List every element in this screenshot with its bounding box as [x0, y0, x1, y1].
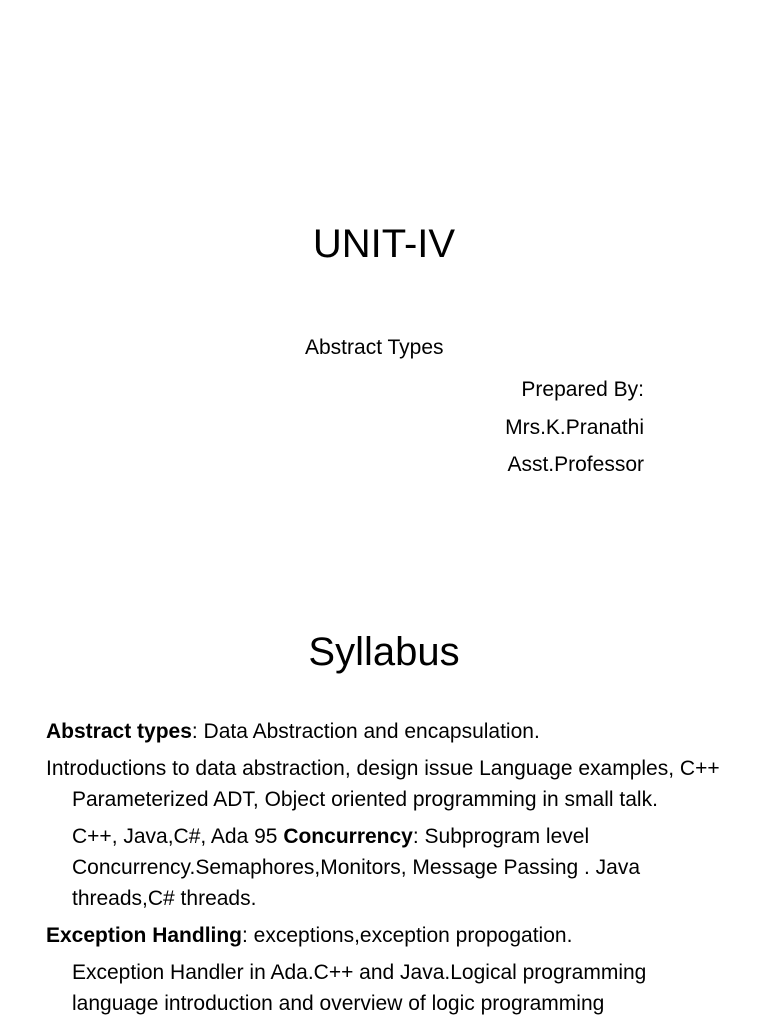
- prepared-by-label: Prepared By:: [521, 378, 644, 401]
- syllabus-slide: [0, 576, 768, 1024]
- author-credits: [505, 371, 644, 484]
- topic-heading: Exception Handling: [46, 924, 243, 947]
- syllabus-paragraph: [46, 821, 726, 914]
- topic-text: C++, Java,C#, Ada 95: [72, 825, 284, 848]
- syllabus-title: Syllabus: [308, 630, 460, 674]
- topic-heading: Abstract types: [46, 720, 192, 743]
- author-designation: Asst.Professor: [507, 453, 644, 476]
- topic-text: : Data Abstraction and encapsulation.: [191, 720, 540, 743]
- topic-text: : exceptions,exception propogation.: [242, 924, 573, 947]
- slide-title: UNIT-IV: [312, 222, 456, 266]
- syllabus-paragraph: [46, 920, 726, 951]
- author-name: Mrs.K.Pranathi: [505, 415, 644, 439]
- syllabus-paragraph: Introductions to data abstraction, design issue Language examples, C++ Parameterized ADT, Object oriented programming in small talk.: [46, 757, 720, 811]
- syllabus-paragraph: Exception Handler in Ada.C++ and Java.Logical programming language introduction and overview of logic programming: [72, 961, 647, 1015]
- syllabus-body: [46, 716, 726, 1024]
- slide-subtitle: Abstract Types: [305, 336, 444, 359]
- topic-heading: Concurrency: [283, 825, 413, 848]
- topic-text: : Subprogram level Concurrency.Semaphores,Monitors, Message Passing . Java threads,C# threads.: [72, 825, 641, 910]
- syllabus-paragraph: [46, 716, 726, 747]
